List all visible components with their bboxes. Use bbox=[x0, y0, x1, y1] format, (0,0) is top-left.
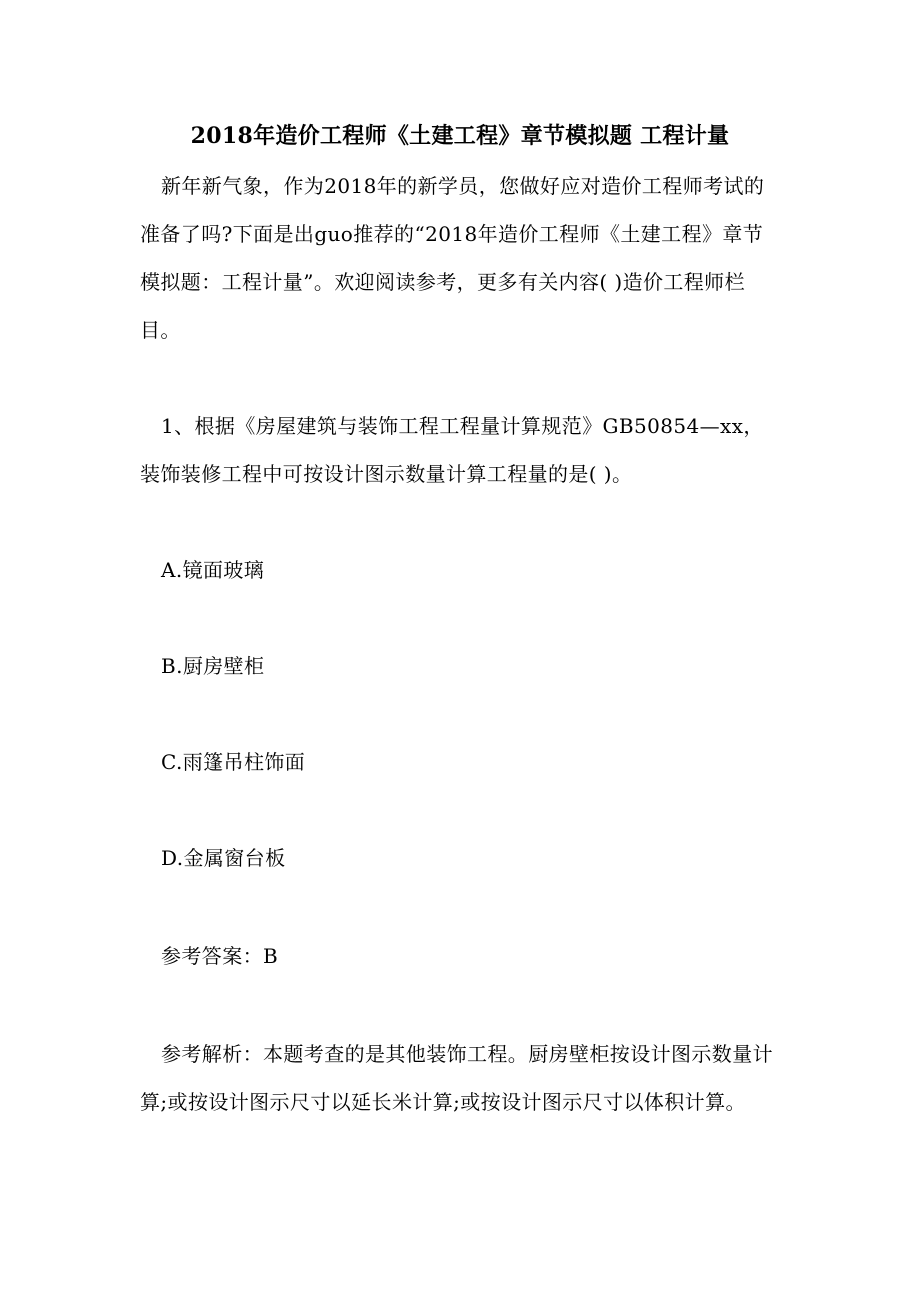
document-title: 2018年造价工程师《土建工程》章节模拟题 工程计量 bbox=[190, 123, 730, 149]
intro-paragraph: 新年新气象，作为2018年的新学员，您做好应对造价工程师考试的准备了吗?下面是出guo推荐的“2018年造价工程师《土建工程》章节模拟题：工程计量”。欢迎阅读参考，更多有关内容( )造价工程师栏目。 bbox=[140, 174, 765, 342]
option-a: A.镜面玻璃 bbox=[161, 558, 265, 582]
answer-text: 参考答案：B bbox=[161, 944, 279, 968]
option-d: D.金属窗台板 bbox=[161, 846, 286, 870]
option-c: C.雨篷吊柱饰面 bbox=[161, 750, 306, 774]
option-b: B.厨房壁柜 bbox=[161, 654, 265, 678]
question-text: 1、根据《房屋建筑与装饰工程工程量计算规范》GB50854—xx，装饰装修工程中可按设计图示数量计算工程量的是( )。 bbox=[140, 414, 764, 486]
analysis-paragraph: 参考解析：本题考查的是其他装饰工程。厨房壁柜按设计图示数量计算;或按设计图示尺寸以延长米计算;或按设计图示尺寸以体积计算。 bbox=[140, 1042, 773, 1114]
